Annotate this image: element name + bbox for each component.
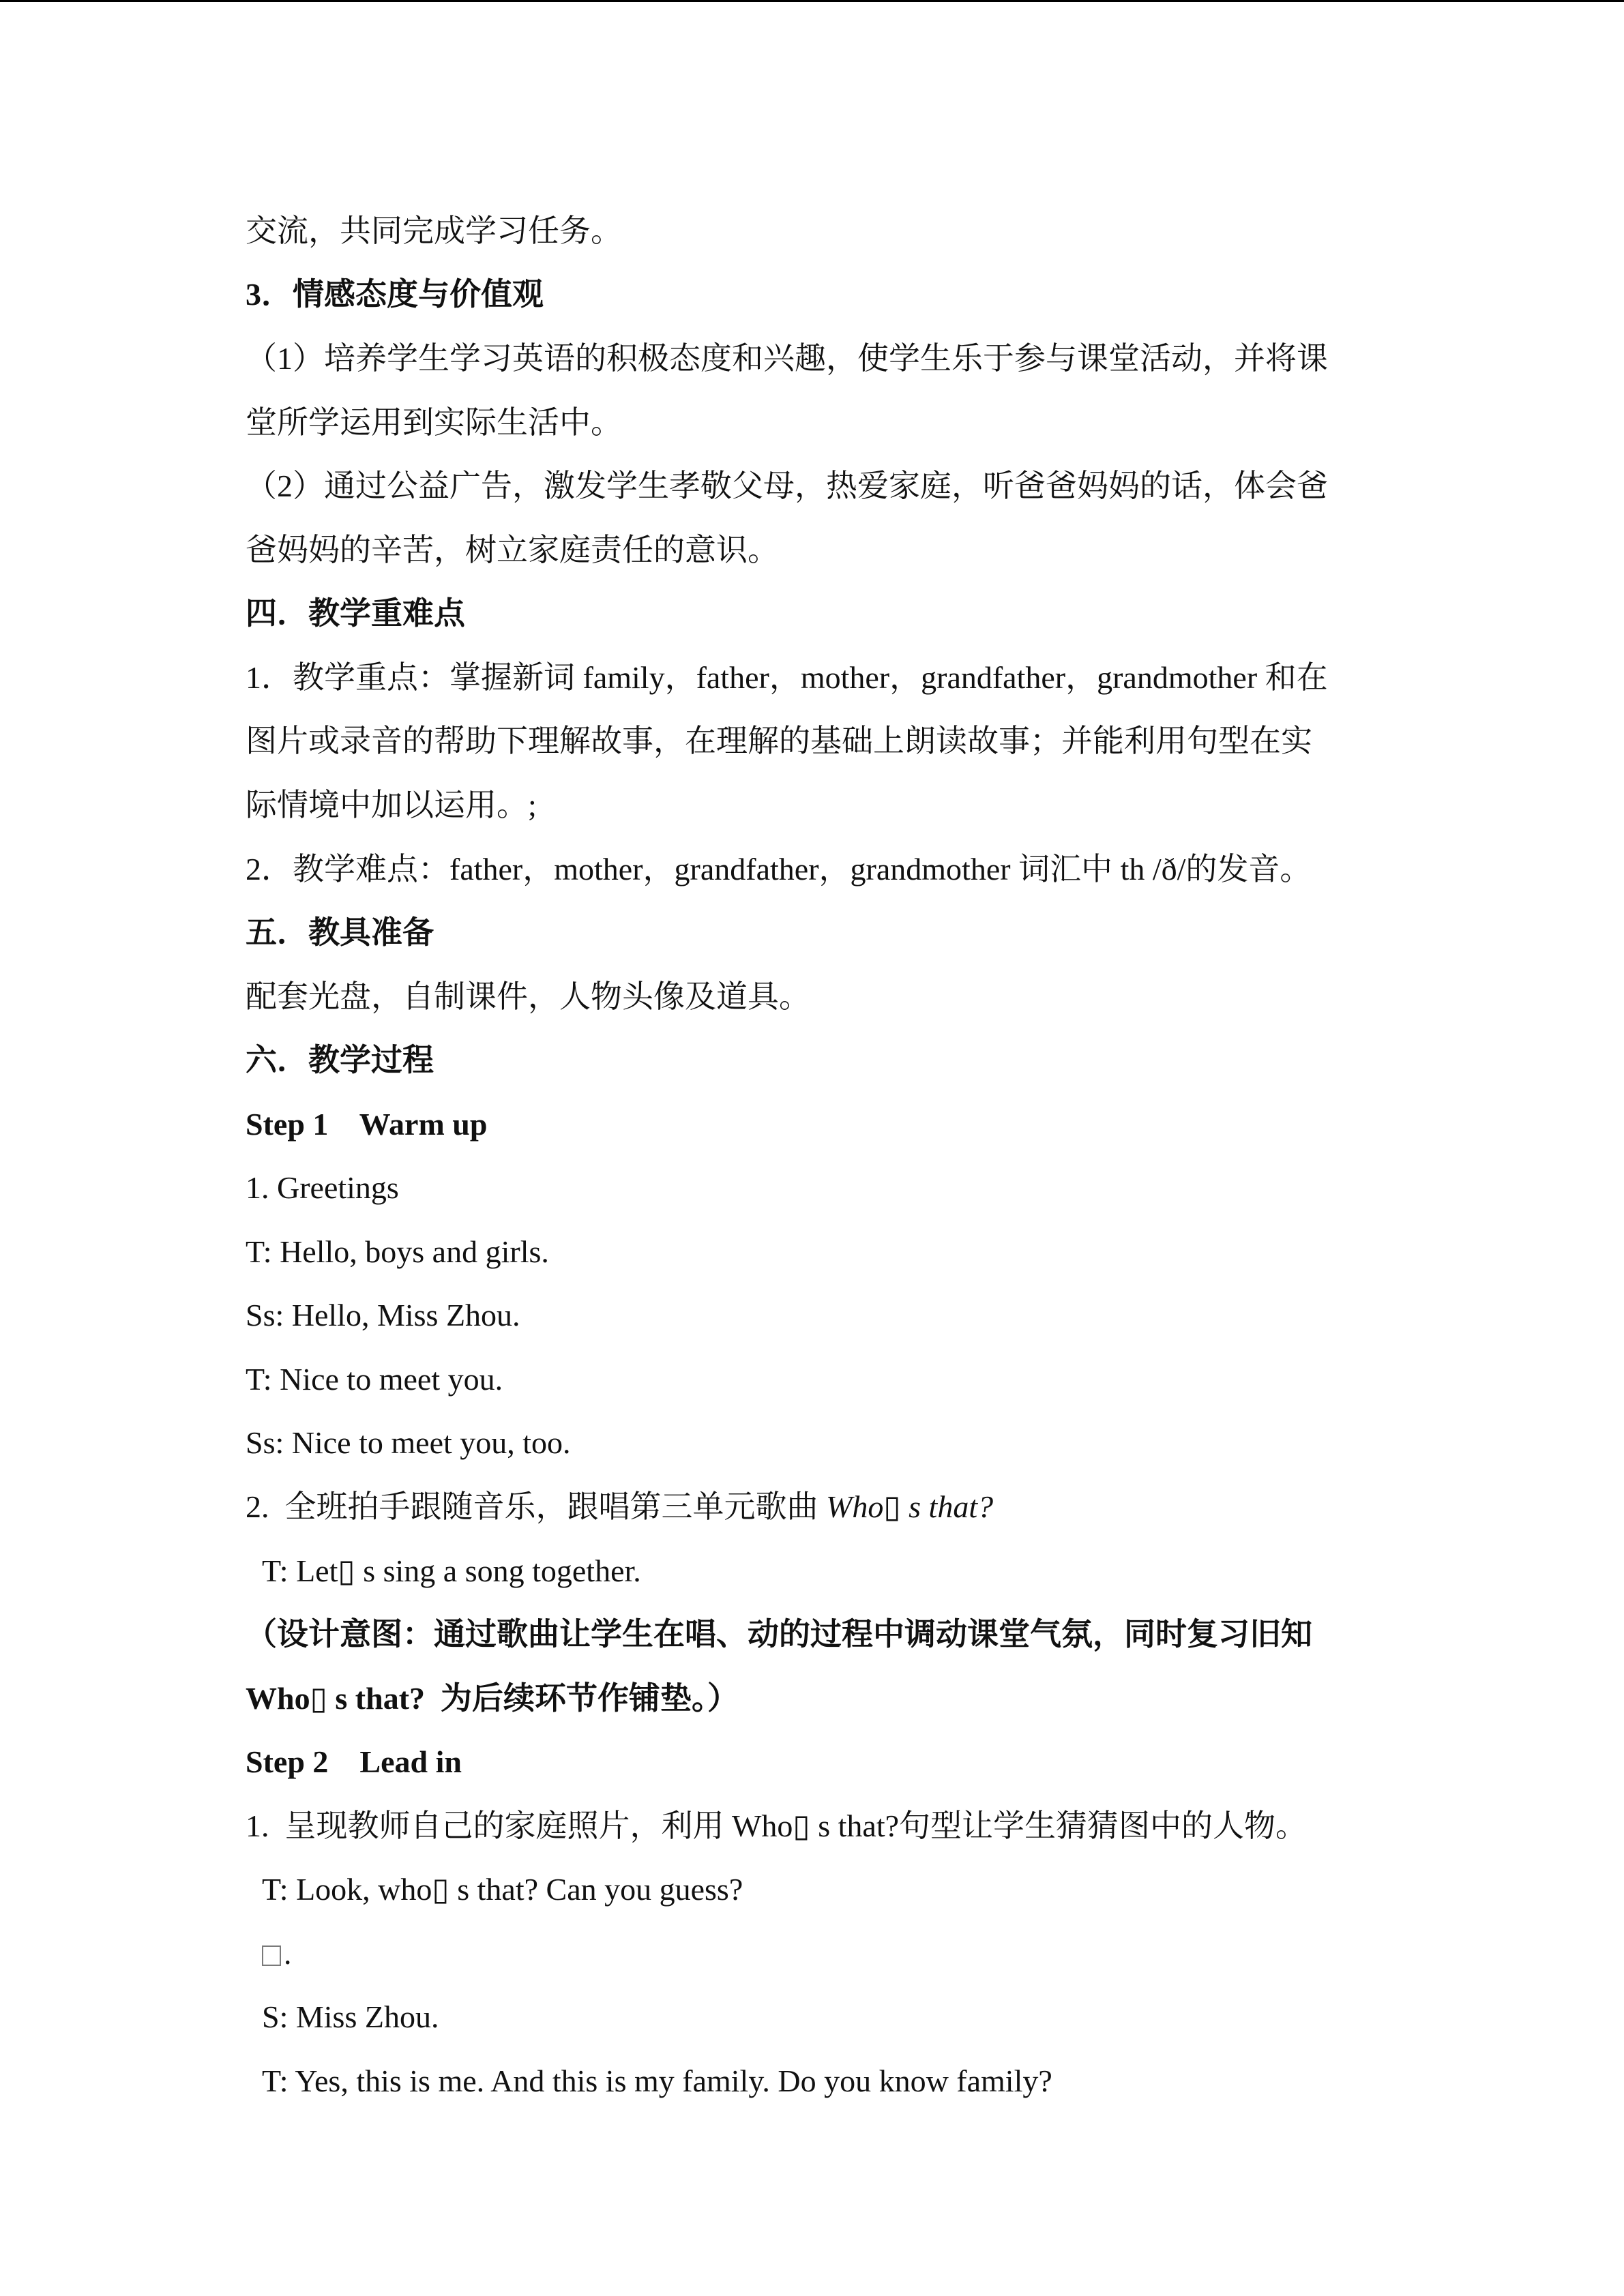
dialogue-line: T: Hello, boys and girls.	[246, 1234, 549, 1269]
dialogue-line	[262, 1933, 292, 1974]
text-line: 爸妈妈的辛苦，树立家庭责任的意识。	[246, 533, 779, 567]
design-intent: （设计意图：通过歌曲让学生在唱、动的过程中调动课堂气氛，同时复习旧知	[246, 1617, 1312, 1652]
section-heading: 五．教具准备	[246, 915, 434, 950]
dialogue-line: S: Miss Zhou.	[262, 1999, 439, 2034]
dialogue-line: T: Let▯ s sing a song together.	[262, 1553, 641, 1588]
text-line: 1．教学重点：掌握新词 family，father，mother，grandfather，grandmother 和在	[246, 660, 1328, 695]
text-line: （1）培养学生学习英语的积极态度和兴趣，使学生乐于参与课堂活动，并将课	[246, 341, 1328, 376]
text-line: 1. 呈现教师自己的家庭照片，利用 Who▯ s that?句型让学生猜猜图中的人物。	[246, 1808, 1308, 1843]
text-line: 1. Greetings	[246, 1170, 399, 1205]
text-line: 交流，共同完成学习任务。	[246, 213, 622, 248]
section-heading: 四．教学重难点	[246, 596, 465, 631]
section-heading: 六．教学过程	[246, 1043, 434, 1077]
text-line: 2．教学难点：father，mother，grandfather，grandmother 词汇中 th /ð/的发音。	[246, 852, 1312, 886]
text-line: 堂所学运用到实际生活中。	[246, 405, 622, 440]
text-line: 配套光盘，自制课件，人物头像及道具。	[246, 979, 810, 1014]
section-heading: 3．情感态度与价值观	[246, 277, 544, 312]
placeholder-box-icon	[262, 1945, 281, 1966]
text-line	[246, 1487, 993, 1527]
placeholder-period: .	[284, 1936, 292, 1971]
dialogue-line: T: Yes, this is me. And this is my family. Do you know family?	[262, 2063, 1052, 2098]
text-line: 际情境中加以运用。;	[246, 788, 537, 822]
song-title: Who▯ s that?	[826, 1489, 994, 1524]
dialogue-line: Ss: Nice to meet you, too.	[246, 1425, 571, 1460]
song-instruction: 2. 全班拍手跟随音乐，跟唱第三单元歌曲	[246, 1489, 826, 1524]
text-line: 图片或录音的帮助下理解故事，在理解的基础上朗读故事；并能利用句型在实	[246, 724, 1312, 758]
dialogue-line: Ss: Hello, Miss Zhou.	[246, 1298, 520, 1332]
design-intent: Who▯ s that? 为后续环节作铺垫。）	[246, 1681, 739, 1716]
step-heading: Step 2 Lead in	[246, 1744, 462, 1779]
dialogue-line: T: Look, who▯ s that? Can you guess?	[262, 1872, 743, 1907]
text-line: （2）通过公益广告，激发学生孝敬父母，热爱家庭，听爸爸妈妈的话，体会爸	[246, 468, 1328, 503]
step-heading: Step 1 Warm up	[246, 1107, 488, 1142]
dialogue-line: T: Nice to meet you.	[246, 1362, 503, 1397]
